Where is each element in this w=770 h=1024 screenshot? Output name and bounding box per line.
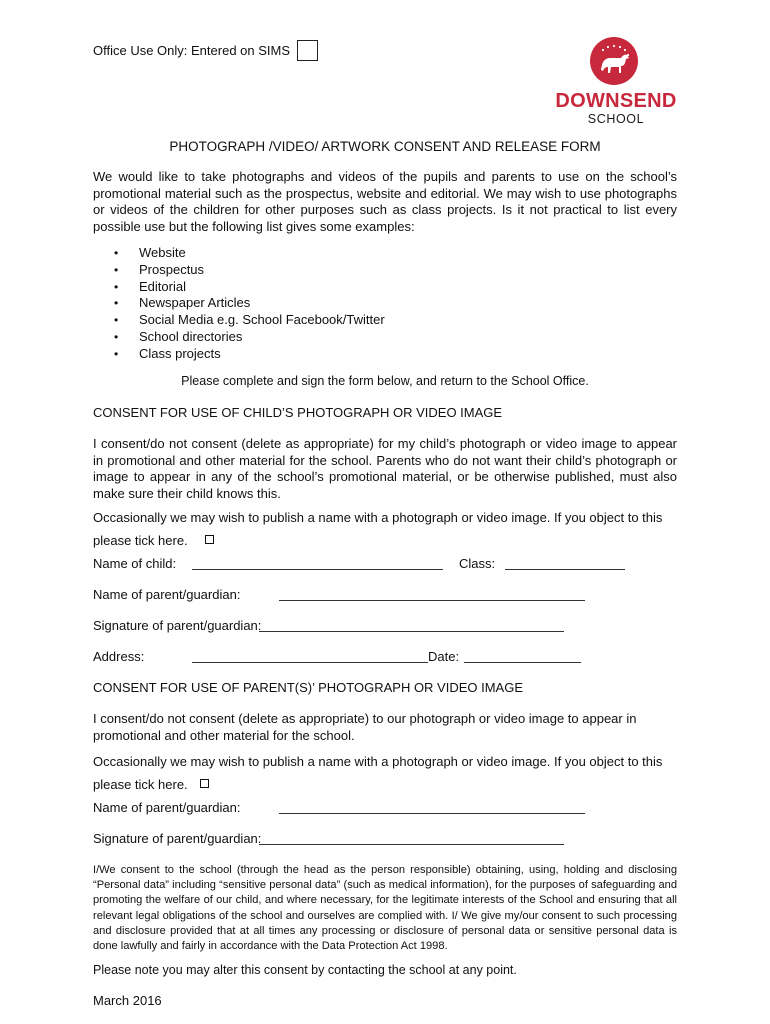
intro-paragraph: We would like to take photographs and videos of the pupils and parents to use on the school’s promotional material such as the prospectus, website and editorial. We may wish to use photographs or videos of the children for other purposes such as class projects. Is it not practical to list every possible use but the following list gives some examples:	[93, 169, 677, 234]
parent-consent-heading: CONSENT FOR USE OF PARENT(S)’ PHOTOGRAPH OR VIDEO IMAGE	[93, 680, 524, 695]
address-field[interactable]	[192, 662, 428, 663]
class-label: Class:	[459, 556, 496, 571]
horse-emblem-icon	[590, 37, 638, 85]
signature-field[interactable]	[259, 631, 564, 632]
list-item: • Newspaper Articles	[93, 295, 385, 312]
child-name-field[interactable]	[192, 569, 443, 570]
list-item: • Editorial	[93, 279, 385, 296]
form-title: PHOTOGRAPH /VIDEO/ ARTWORK CONSENT AND RELEASE FORM	[169, 139, 601, 154]
child-consent-heading: CONSENT FOR USE OF CHILD’S PHOTOGRAPH OR VIDEO IMAGE	[93, 405, 503, 420]
school-logo	[545, 37, 687, 129]
date-field[interactable]	[464, 662, 581, 663]
alter-consent-note: Please note you may alter this consent by contacting the school at any point.	[93, 963, 517, 977]
examples-list	[93, 245, 385, 363]
data-protection-text: I/We consent to the school (through the head as the person responsible) obtaining, using, holding and disclosing “Personal data” including “sensitive personal data” (such as medical information), for the purposes of safeguarding and promoting the welfare of our child, and where necessary, for the legitimate interests of the School and ensuring that all relevant legal obligations of the school and ourselves are complied with. I/ We give my/our consent to such processing and disclosure provided that at all times any processing or disclosure of personal data or sensitive personal data is done lawfully and fairly in accordance with the Data Protection Act 1998.	[93, 864, 677, 953]
address-label: Address:	[93, 649, 145, 664]
class-field[interactable]	[505, 569, 625, 570]
list-item: • School directories	[93, 329, 385, 346]
list-item: • Website	[93, 245, 385, 262]
parent-publish-text: Occasionally we may wish to publish a name with a photograph or video image. If you object to this	[93, 754, 663, 769]
crest-icon	[590, 37, 638, 85]
child-name-label: Name of child:	[93, 556, 177, 571]
logo-school-word: SCHOOL	[587, 112, 645, 126]
sims-entered-checkbox[interactable]	[297, 40, 318, 61]
parent2-name-label: Name of parent/guardian:	[93, 800, 241, 815]
parent-tick-label: please tick here.	[93, 777, 188, 792]
parent-object-checkbox[interactable]	[200, 779, 209, 788]
child-tick-label: please tick here.	[93, 533, 188, 548]
office-use-label: Office Use Only: Entered on SIMS	[93, 43, 291, 58]
parent-name-field[interactable]	[279, 600, 585, 601]
child-consent-text: I consent/do not consent (delete as appropriate) for my child’s photograph or video image to appear in promotional and other material for the school. Parents who do not want their child’s photograph or image to appear in any of the school’s promotional material, or be otherwise published, must also make sure their child knows this.	[93, 436, 677, 501]
signature-label: Signature of parent/guardian:	[93, 618, 262, 633]
parent-consent-text: I consent/do not consent (delete as appropriate) to our photograph or video image to appear in promotional and other material for the school.	[93, 711, 637, 743]
date-label: Date:	[428, 649, 460, 664]
list-item: • Prospectus	[93, 262, 385, 279]
list-item: • Social Media e.g. School Facebook/Twitter	[93, 312, 385, 329]
child-publish-text: Occasionally we may wish to publish a name with a photograph or video image. If you object to this	[93, 510, 663, 525]
list-item: • Class projects	[93, 346, 385, 363]
parent-name-label: Name of parent/guardian:	[93, 587, 241, 602]
instruction-text: Please complete and sign the form below, and return to the School Office.	[181, 374, 589, 388]
form-date: March 2016	[93, 993, 162, 1008]
child-object-checkbox[interactable]	[205, 535, 214, 544]
parent2-signature-label: Signature of parent/guardian:	[93, 831, 262, 846]
parent2-signature-field[interactable]	[259, 844, 564, 845]
parent2-name-field[interactable]	[279, 813, 585, 814]
logo-school-name: DOWNSEND	[555, 90, 677, 112]
